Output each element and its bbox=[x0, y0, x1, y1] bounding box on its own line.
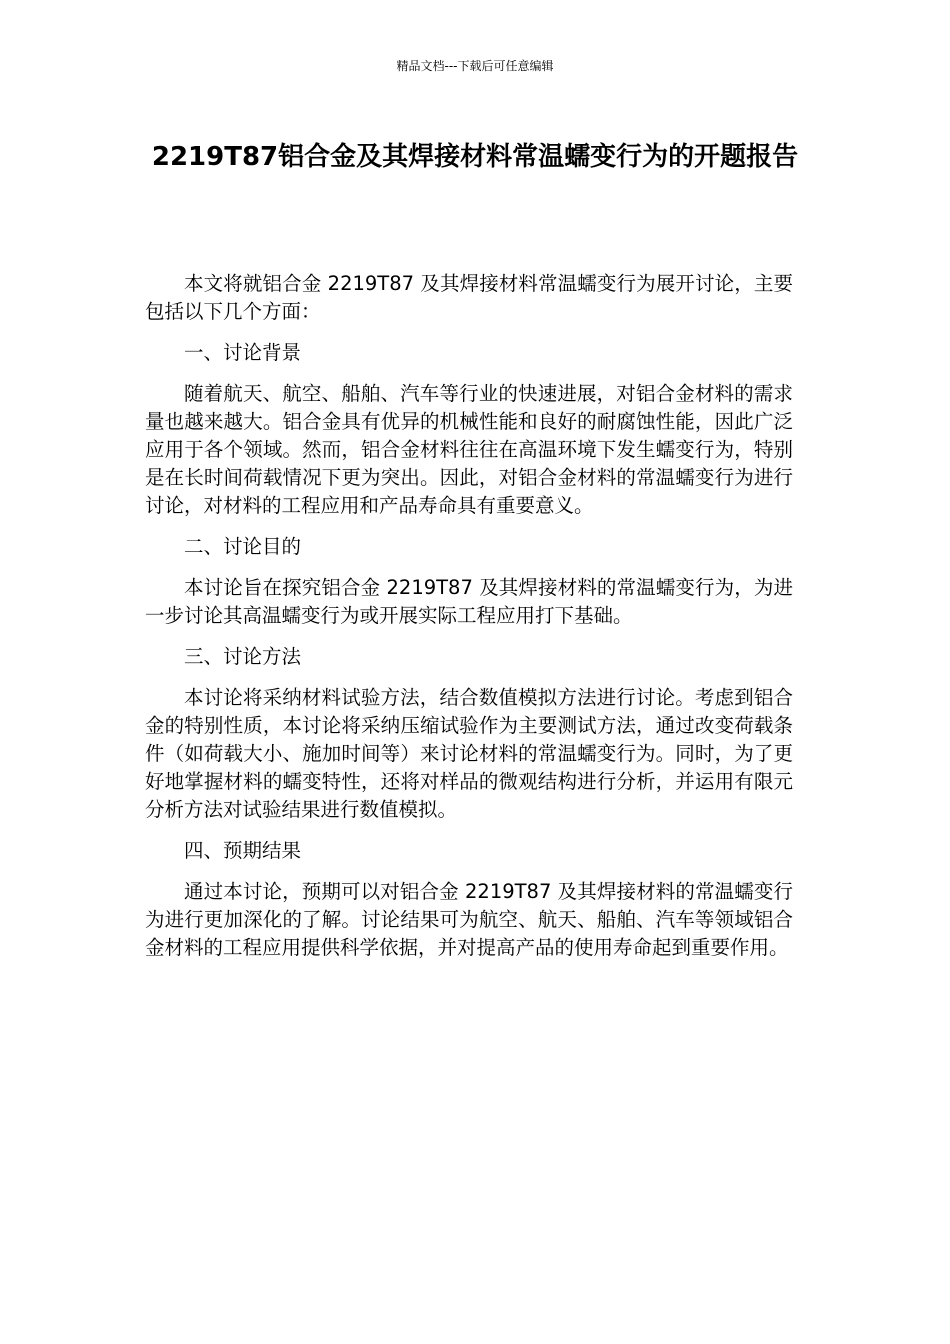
section-heading-expected-results: 四、预期结果 bbox=[184, 839, 302, 862]
document-body bbox=[145, 270, 793, 975]
section-text-background: 随着航天、航空、船舶、汽车等行业的快速进展，对铝合金材料的需求量也越来越大。铝合金具有优异的机械性能和良好的耐腐蚀性能，因此广泛应用于各个领域。然而，铝合金材料往往在高温环境下发生蠕变行为，特别是在长时间荷载情况下更为突出。因此，对铝合金材料的常温蠕变行为进行讨论，对材料的工程应用和产品寿命具有重要意义。 bbox=[145, 382, 793, 517]
section-text-purpose: 本讨论旨在探究铝合金 2219T87 及其焊接材料的常温蠕变行为，为进一步讨论其高温蠕变行为或开展实际工程应用打下基础。 bbox=[145, 576, 793, 627]
section-heading-background: 一、讨论背景 bbox=[184, 341, 302, 364]
section-text-method: 本讨论将采纳材料试验方法，结合数值模拟方法进行讨论。考虑到铝合金的特别性质，本讨论将采纳压缩试验作为主要测试方法，通过改变荷载条件（如荷载大小、施加时间等）来讨论材料的常温蠕变行为。同时，为了更好地掌握材料的蠕变特性，还将对样品的微观结构进行分析，并运用有限元分析方法对试验结果进行数值模拟。 bbox=[145, 686, 793, 821]
section-heading-purpose: 二、讨论目的 bbox=[184, 535, 302, 558]
section-heading-method: 三、讨论方法 bbox=[184, 645, 302, 668]
intro-paragraph: 本文将就铝合金 2219T87 及其焊接材料常温蠕变行为展开讨论，主要包括以下几个方面： bbox=[145, 272, 793, 323]
section-text-expected-results: 通过本讨论，预期可以对铝合金 2219T87 及其焊接材料的常温蠕变行为进行更加深化的了解。讨论结果可为航空、航天、船舶、汽车等领域铝合金材料的工程应用提供科学依据，并对提高产品的使用寿命起到重要作用。 bbox=[145, 880, 793, 959]
document-title: 2219T87铝合金及其焊接材料常温蠕变行为的开题报告 bbox=[151, 142, 799, 172]
header-note: 精品文档---下载后可任意编辑 bbox=[396, 59, 554, 73]
